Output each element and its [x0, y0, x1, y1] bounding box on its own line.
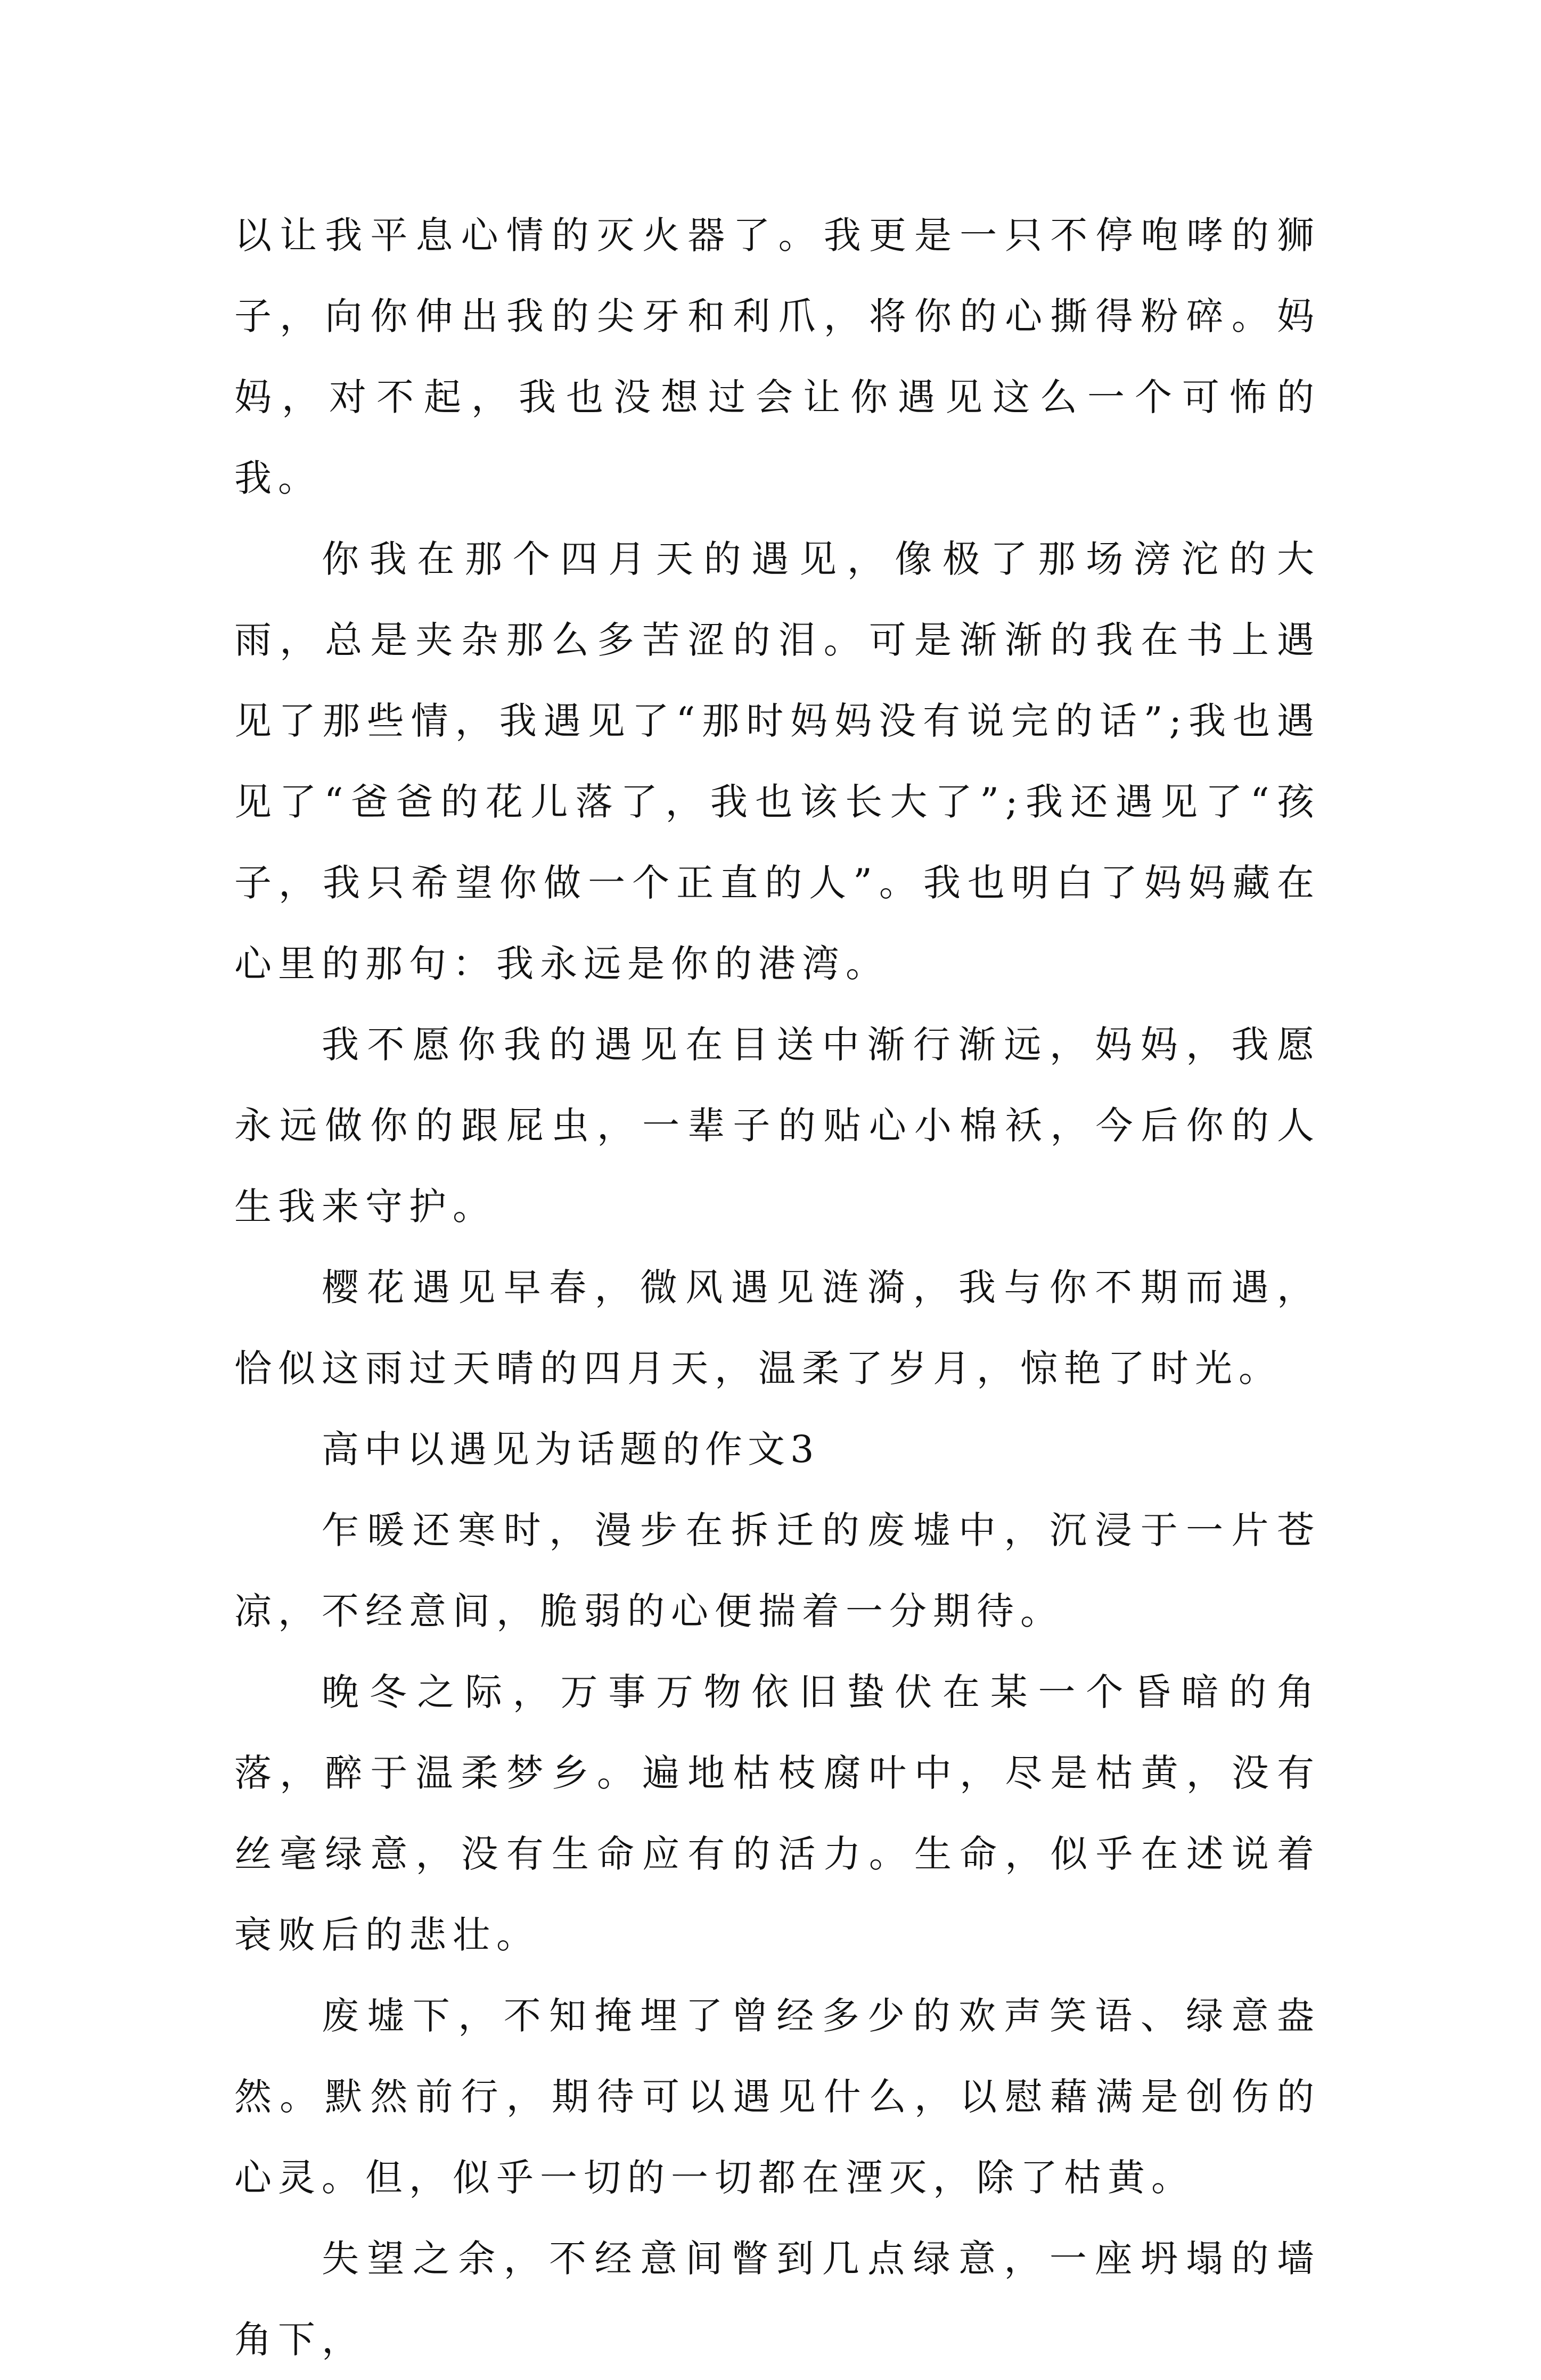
paragraph-4: 樱花遇见早春，微风遇见涟漪，我与你不期而遇，恰似这雨过天晴的四月天，温柔了岁月，惊艳了时光。: [234, 1266, 1321, 1390]
section-heading: 高中以遇见为话题的作文3: [322, 1427, 819, 1471]
paragraph-7: 废墟下，不知掩埋了曾经多少的欢声笑语、绿意盎然。默然前行，期待可以遇见什么，以慰藉满是创伤的心灵。但，似乎一切的一切都在湮灭，除了枯黄。: [234, 1994, 1321, 2200]
paragraph-6: 晚冬之际，万事万物依旧蛰伏在某一个昏暗的角落，醉于温柔梦乡。遍地枯枝腐叶中，尽是枯黄，没有丝毫绿意，没有生命应有的活力。生命，似乎在述说着衰败后的悲壮。: [234, 1670, 1321, 1957]
paragraph-2: 你我在那个四月天的遇见，像极了那场滂沱的大雨，总是夹杂那么多苦涩的泪。可是渐渐的我在书上遇见了那些情，我遇见了“那时妈妈没有说完的话”;我也遇见了“爸爸的花儿落了，我也该长大了”;我还遇见了“孩子，我只希望你做一个正直的人”。我也明白了妈妈藏在心里的那句：我永远是你的港湾。: [234, 537, 1321, 986]
paragraph-1: 以让我平息心情的灭火器了。我更是一只不停咆哮的狮子，向你伸出我的尖牙和利爪，将你的心撕得粉碎。妈妈，对不起，我也没想过会让你遇见这么一个可怖的我。: [234, 214, 1321, 500]
paragraph-8: 失望之余，不经意间瞥到几点绿意，一座坍塌的墙角下，: [234, 2237, 1321, 2361]
paragraph-5: 乍暖还寒时，漫步在拆迁的废墟中，沉浸于一片苍凉，不经意间，脆弱的心便揣着一分期待。: [234, 1508, 1321, 1633]
paragraph-3: 我不愿你我的遇见在目送中渐行渐远，妈妈，我愿永远做你的跟屁虫，一辈子的贴心小棉袄，今后你的人生我来守护。: [234, 1023, 1321, 1228]
document-body: [234, 195, 1321, 2380]
